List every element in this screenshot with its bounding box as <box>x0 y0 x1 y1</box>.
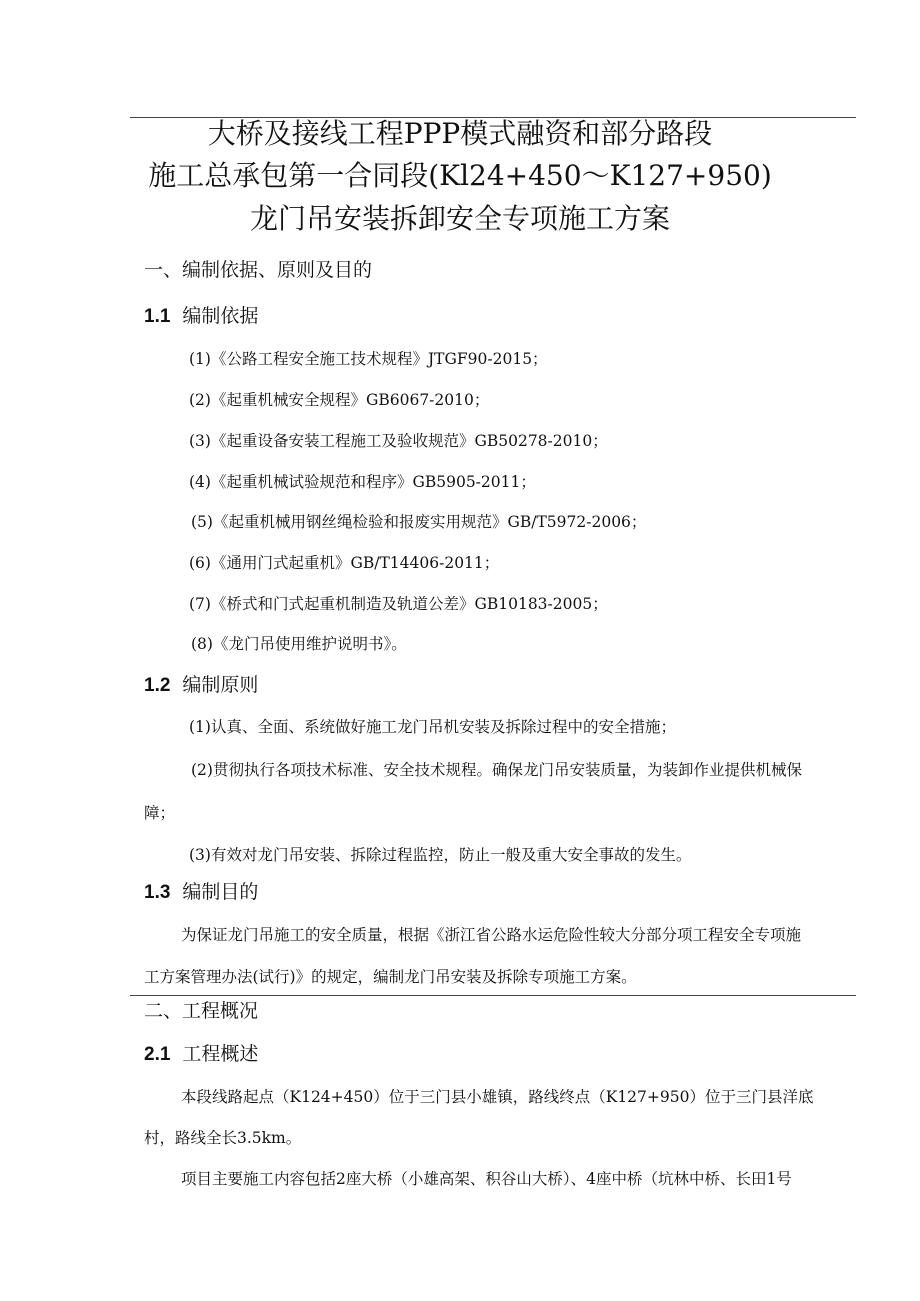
section-divider <box>130 995 856 996</box>
subsection-title: 编制目的 <box>182 881 259 903</box>
reference-item-7: (7)《桥式和门式起重机制造及轨道公差》GB10183-2005； <box>189 595 608 613</box>
title-line-1: 大桥及接线工程PPP模式融资和部分路段 <box>207 117 713 150</box>
overview-line-2: 村，路线全长3.5km。 <box>144 1129 302 1147</box>
subsection-title: 编制原则 <box>182 674 259 696</box>
title-line-2: 施工总承包第一合同段(Kl24+450～K127+950) <box>148 159 772 192</box>
reference-item-6: (6)《通用门式起重机》GB/T14406-2011； <box>189 554 500 572</box>
principle-1: (1)认真、全面、系统做好施工龙门吊机安装及拆除过程中的安全措施； <box>189 718 676 736</box>
subsection-number: 1.2 <box>144 675 171 696</box>
overview-line-1: 本段线路起点（K124+450）位于三门县小雄镇，路线终点（K127+950）位于三门县洋底 <box>181 1088 814 1106</box>
purpose-line-1: 为保证龙门吊施工的安全质量，根据《浙江省公路水运危险性较大分部分项工程安全专项施 <box>181 926 802 944</box>
subsection-2-1-heading <box>144 1042 258 1067</box>
reference-item-2: (2)《起重机械安全规程》GB6067-2010； <box>189 391 490 409</box>
subsection-title: 工程概述 <box>182 1043 259 1065</box>
subsection-1-1-heading <box>144 304 258 329</box>
overview-line-3: 项目主要施工内容包括2座大桥（小雄高架、积谷山大桥）、4座中桥（坑林中桥、长田1号 <box>181 1170 792 1188</box>
principle-2-line-1: (2)贯彻执行各项技术标准、安全技术规程。确保龙门吊安装质量，为装卸作业提供机械保 <box>191 761 802 779</box>
section-1-heading: 一、编制依据、原则及目的 <box>144 259 373 281</box>
purpose-line-2: 工方案管理办法(试行)》的规定，编制龙门吊安装及拆除专项施工方案。 <box>144 968 637 986</box>
principle-2-line-2: 障； <box>144 804 176 822</box>
reference-item-1: (1)《公路工程安全施工技术规程》JTGF90-2015； <box>189 350 548 368</box>
section-2-heading: 二、工程概况 <box>144 1000 259 1022</box>
reference-item-8: (8)《龙门吊使用维护说明书》。 <box>191 635 407 653</box>
subsection-number: 1.1 <box>144 306 171 327</box>
principle-3: (3)有效对龙门吊安装、拆除过程监控，防止一般及重大安全事故的发生。 <box>189 846 692 864</box>
reference-item-5: (5)《起重机械用钢丝绳检验和报废实用规范》GB/T5972-2006； <box>191 513 647 531</box>
subsection-title: 编制依据 <box>182 305 259 327</box>
reference-item-3: (3)《起重设备安装工程施工及验收规范》GB50278-2010； <box>189 432 608 450</box>
subsection-number: 1.3 <box>144 882 171 903</box>
reference-item-4: (4)《起重机械试验规范和程序》GB5905-2011； <box>189 473 536 491</box>
title-line-3: 龙门吊安装拆卸安全专项施工方案 <box>249 202 670 235</box>
subsection-number: 2.1 <box>144 1044 171 1065</box>
subsection-1-2-heading <box>144 673 258 698</box>
subsection-1-3-heading <box>144 880 258 905</box>
